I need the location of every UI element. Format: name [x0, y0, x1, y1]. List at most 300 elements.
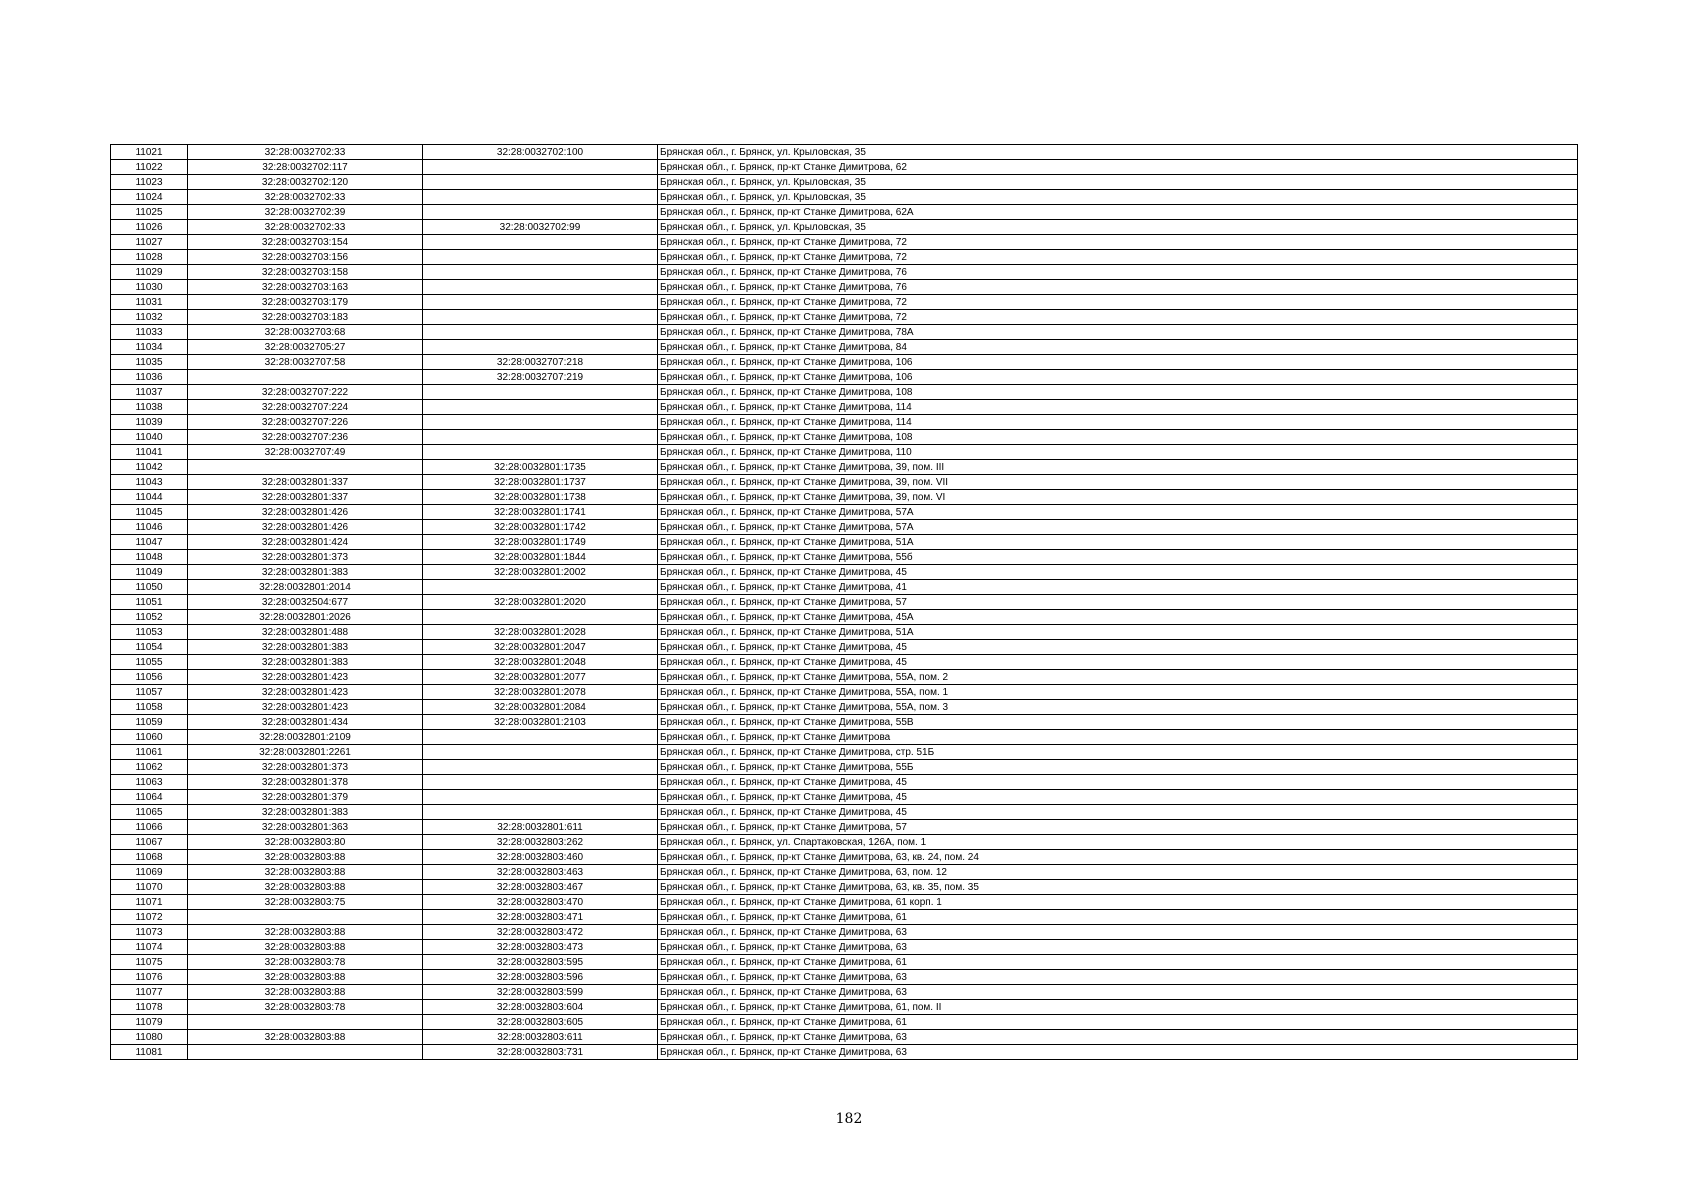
premises-cadastral-number-cell: 32:28:0032801:2020 — [423, 595, 658, 610]
table-row — [111, 520, 1578, 535]
premises-cadastral-number-cell: 32:28:0032803:472 — [423, 925, 658, 940]
address-cell: Брянская обл., г. Брянск, пр-кт Станке Димитрова, стр. 51Б — [658, 745, 1578, 760]
premises-cadastral-number-cell: 32:28:0032803:473 — [423, 940, 658, 955]
address-cell: Брянская обл., г. Брянск, пр-кт Станке Димитрова, 108 — [658, 385, 1578, 400]
row-number-cell: 11026 — [111, 220, 188, 235]
address-cell: Брянская обл., г. Брянск, пр-кт Станке Димитрова, 63, пом. 12 — [658, 865, 1578, 880]
premises-cadastral-number-cell: 32:28:0032801:1741 — [423, 505, 658, 520]
table-row — [111, 385, 1578, 400]
row-number-cell: 11072 — [111, 910, 188, 925]
premises-cadastral-number-cell: 32:28:0032801:2078 — [423, 685, 658, 700]
row-number-cell: 11079 — [111, 1015, 188, 1030]
address-cell: Брянская обл., г. Брянск, пр-кт Станке Димитрова, 57А — [658, 505, 1578, 520]
row-number-cell: 11042 — [111, 460, 188, 475]
row-number-cell: 11028 — [111, 250, 188, 265]
table-row — [111, 790, 1578, 805]
premises-cadastral-number-cell — [423, 415, 658, 430]
row-number-cell: 11049 — [111, 565, 188, 580]
table-row — [111, 640, 1578, 655]
row-number-cell: 11077 — [111, 985, 188, 1000]
row-number-cell: 11059 — [111, 715, 188, 730]
building-cadastral-number-cell: 32:28:0032801:434 — [188, 715, 423, 730]
row-number-cell: 11064 — [111, 790, 188, 805]
table-row — [111, 190, 1578, 205]
row-number-cell: 11081 — [111, 1045, 188, 1060]
building-cadastral-number-cell: 32:28:0032801:337 — [188, 475, 423, 490]
building-cadastral-number-cell: 32:28:0032801:2261 — [188, 745, 423, 760]
table-row — [111, 235, 1578, 250]
building-cadastral-number-cell: 32:28:0032801:383 — [188, 805, 423, 820]
address-cell: Брянская обл., г. Брянск, пр-кт Станке Димитрова, 63 — [658, 985, 1578, 1000]
premises-cadastral-number-cell: 32:28:0032801:1737 — [423, 475, 658, 490]
address-cell: Брянская обл., г. Брянск, пр-кт Станке Димитрова, 45А — [658, 610, 1578, 625]
table-row — [111, 1015, 1578, 1030]
premises-cadastral-number-cell: 32:28:0032801:2047 — [423, 640, 658, 655]
address-cell: Брянская обл., г. Брянск, пр-кт Станке Димитрова, 78А — [658, 325, 1578, 340]
table-row — [111, 685, 1578, 700]
row-number-cell: 11044 — [111, 490, 188, 505]
premises-cadastral-number-cell — [423, 445, 658, 460]
address-cell: Брянская обл., г. Брянск, пр-кт Станке Димитрова, 45 — [658, 790, 1578, 805]
premises-cadastral-number-cell: 32:28:0032801:2028 — [423, 625, 658, 640]
table-row — [111, 670, 1578, 685]
address-cell: Брянская обл., г. Брянск, пр-кт Станке Димитрова, 106 — [658, 355, 1578, 370]
building-cadastral-number-cell: 32:28:0032703:156 — [188, 250, 423, 265]
row-number-cell: 11068 — [111, 850, 188, 865]
premises-cadastral-number-cell: 32:28:0032803:605 — [423, 1015, 658, 1030]
premises-cadastral-number-cell — [423, 385, 658, 400]
table-row — [111, 295, 1578, 310]
premises-cadastral-number-cell: 32:28:0032801:2002 — [423, 565, 658, 580]
table-row — [111, 730, 1578, 745]
building-cadastral-number-cell: 32:28:0032703:179 — [188, 295, 423, 310]
row-number-cell: 11046 — [111, 520, 188, 535]
page-number: 182 — [835, 1111, 863, 1127]
row-number-cell: 11073 — [111, 925, 188, 940]
premises-cadastral-number-cell: 32:28:0032707:218 — [423, 355, 658, 370]
address-cell: Брянская обл., г. Брянск, пр-кт Станке Димитрова, 55В — [658, 715, 1578, 730]
address-cell: Брянская обл., г. Брянск, пр-кт Станке Димитрова, 51А — [658, 625, 1578, 640]
building-cadastral-number-cell: 32:28:0032703:68 — [188, 325, 423, 340]
building-cadastral-number-cell: 32:28:0032703:154 — [188, 235, 423, 250]
table-row — [111, 205, 1578, 220]
building-cadastral-number-cell: 32:28:0032703:163 — [188, 280, 423, 295]
building-cadastral-number-cell: 32:28:0032801:373 — [188, 760, 423, 775]
address-cell: Брянская обл., г. Брянск, пр-кт Станке Димитрова, 55А, пом. 3 — [658, 700, 1578, 715]
row-number-cell: 11034 — [111, 340, 188, 355]
table-row — [111, 310, 1578, 325]
table-row — [111, 460, 1578, 475]
address-cell: Брянская обл., г. Брянск, пр-кт Станке Димитрова, 45 — [658, 565, 1578, 580]
table-row — [111, 250, 1578, 265]
premises-cadastral-number-cell — [423, 310, 658, 325]
building-cadastral-number-cell: 32:28:0032504:677 — [188, 595, 423, 610]
table-row — [111, 580, 1578, 595]
premises-cadastral-number-cell — [423, 730, 658, 745]
building-cadastral-number-cell: 32:28:0032803:80 — [188, 835, 423, 850]
building-cadastral-number-cell: 32:28:0032803:75 — [188, 895, 423, 910]
premises-cadastral-number-cell: 32:28:0032803:596 — [423, 970, 658, 985]
table-row — [111, 805, 1578, 820]
building-cadastral-number-cell: 32:28:0032707:224 — [188, 400, 423, 415]
address-cell: Брянская обл., г. Брянск, пр-кт Станке Димитрова, 45 — [658, 640, 1578, 655]
premises-cadastral-number-cell: 32:28:0032803:604 — [423, 1000, 658, 1015]
row-number-cell: 11058 — [111, 700, 188, 715]
building-cadastral-number-cell: 32:28:0032702:33 — [188, 145, 423, 160]
premises-cadastral-number-cell — [423, 400, 658, 415]
row-number-cell: 11029 — [111, 265, 188, 280]
table-row — [111, 625, 1578, 640]
premises-cadastral-number-cell: 32:28:0032801:2103 — [423, 715, 658, 730]
address-cell: Брянская обл., г. Брянск, пр-кт Станке Димитрова, 55А, пом. 2 — [658, 670, 1578, 685]
table-row — [111, 745, 1578, 760]
building-cadastral-number-cell — [188, 1015, 423, 1030]
row-number-cell: 11076 — [111, 970, 188, 985]
premises-cadastral-number-cell: 32:28:0032801:611 — [423, 820, 658, 835]
premises-cadastral-number-cell — [423, 340, 658, 355]
row-number-cell: 11080 — [111, 1030, 188, 1045]
row-number-cell: 11035 — [111, 355, 188, 370]
building-cadastral-number-cell — [188, 460, 423, 475]
table-row — [111, 415, 1578, 430]
row-number-cell: 11067 — [111, 835, 188, 850]
row-number-cell: 11074 — [111, 940, 188, 955]
row-number-cell: 11061 — [111, 745, 188, 760]
registry-table — [110, 144, 1578, 1060]
address-cell: Брянская обл., г. Брянск, пр-кт Станке Димитрова, 39, пом. III — [658, 460, 1578, 475]
row-number-cell: 11055 — [111, 655, 188, 670]
premises-cadastral-number-cell: 32:28:0032803:611 — [423, 1030, 658, 1045]
address-cell: Брянская обл., г. Брянск, ул. Крыловская, 35 — [658, 175, 1578, 190]
table-row — [111, 1030, 1578, 1045]
address-cell: Брянская обл., г. Брянск, пр-кт Станке Димитрова, 62А — [658, 205, 1578, 220]
row-number-cell: 11041 — [111, 445, 188, 460]
table-row — [111, 985, 1578, 1000]
address-cell: Брянская обл., г. Брянск, пр-кт Станке Димитрова, 41 — [658, 580, 1578, 595]
address-cell: Брянская обл., г. Брянск, пр-кт Станке Димитрова, 72 — [658, 310, 1578, 325]
premises-cadastral-number-cell — [423, 175, 658, 190]
premises-cadastral-number-cell: 32:28:0032702:100 — [423, 145, 658, 160]
table-row — [111, 700, 1578, 715]
address-cell: Брянская обл., г. Брянск, пр-кт Станке Димитрова, 45 — [658, 805, 1578, 820]
building-cadastral-number-cell: 32:28:0032801:2014 — [188, 580, 423, 595]
building-cadastral-number-cell: 32:28:0032801:2026 — [188, 610, 423, 625]
table-row — [111, 850, 1578, 865]
table-row — [111, 445, 1578, 460]
building-cadastral-number-cell: 32:28:0032707:49 — [188, 445, 423, 460]
building-cadastral-number-cell: 32:28:0032703:183 — [188, 310, 423, 325]
registry-sheet — [110, 144, 1577, 1060]
row-number-cell: 11031 — [111, 295, 188, 310]
table-row — [111, 280, 1578, 295]
table-row — [111, 970, 1578, 985]
row-number-cell: 11025 — [111, 205, 188, 220]
building-cadastral-number-cell: 32:28:0032801:337 — [188, 490, 423, 505]
premises-cadastral-number-cell: 32:28:0032801:1738 — [423, 490, 658, 505]
premises-cadastral-number-cell: 32:28:0032803:262 — [423, 835, 658, 850]
building-cadastral-number-cell: 32:28:0032803:88 — [188, 850, 423, 865]
table-row — [111, 145, 1578, 160]
address-cell: Брянская обл., г. Брянск, пр-кт Станке Димитрова, 76 — [658, 280, 1578, 295]
address-cell: Брянская обл., г. Брянск, пр-кт Станке Димитрова, 55б — [658, 550, 1578, 565]
building-cadastral-number-cell: 32:28:0032801:424 — [188, 535, 423, 550]
premises-cadastral-number-cell — [423, 430, 658, 445]
address-cell: Брянская обл., г. Брянск, пр-кт Станке Димитрова, 51А — [658, 535, 1578, 550]
address-cell: Брянская обл., г. Брянск, ул. Крыловская, 35 — [658, 220, 1578, 235]
premises-cadastral-number-cell — [423, 235, 658, 250]
building-cadastral-number-cell: 32:28:0032803:88 — [188, 1030, 423, 1045]
building-cadastral-number-cell: 32:28:0032702:33 — [188, 220, 423, 235]
address-cell: Брянская обл., г. Брянск, ул. Крыловская, 35 — [658, 190, 1578, 205]
premises-cadastral-number-cell — [423, 190, 658, 205]
address-cell: Брянская обл., г. Брянск, пр-кт Станке Димитрова, 63 — [658, 925, 1578, 940]
building-cadastral-number-cell: 32:28:0032705:27 — [188, 340, 423, 355]
address-cell: Брянская обл., г. Брянск, пр-кт Станке Димитрова, 45 — [658, 775, 1578, 790]
address-cell: Брянская обл., г. Брянск, пр-кт Станке Димитрова, 57А — [658, 520, 1578, 535]
address-cell: Брянская обл., г. Брянск, пр-кт Станке Димитрова, 61 корп. 1 — [658, 895, 1578, 910]
building-cadastral-number-cell: 32:28:0032707:236 — [188, 430, 423, 445]
row-number-cell: 11045 — [111, 505, 188, 520]
table-row — [111, 325, 1578, 340]
building-cadastral-number-cell: 32:28:0032803:88 — [188, 865, 423, 880]
table-row — [111, 940, 1578, 955]
premises-cadastral-number-cell: 32:28:0032801:2048 — [423, 655, 658, 670]
table-row — [111, 370, 1578, 385]
building-cadastral-number-cell: 32:28:0032801:379 — [188, 790, 423, 805]
table-row — [111, 655, 1578, 670]
row-number-cell: 11065 — [111, 805, 188, 820]
address-cell: Брянская обл., г. Брянск, пр-кт Станке Димитрова, 63 — [658, 1045, 1578, 1060]
table-row — [111, 1045, 1578, 1060]
row-number-cell: 11039 — [111, 415, 188, 430]
row-number-cell: 11030 — [111, 280, 188, 295]
building-cadastral-number-cell: 32:28:0032803:88 — [188, 925, 423, 940]
table-row — [111, 265, 1578, 280]
premises-cadastral-number-cell: 32:28:0032707:219 — [423, 370, 658, 385]
table-row — [111, 865, 1578, 880]
address-cell: Брянская обл., г. Брянск, пр-кт Станке Димитрова, 61 — [658, 1015, 1578, 1030]
premises-cadastral-number-cell — [423, 160, 658, 175]
table-row — [111, 1000, 1578, 1015]
table-row — [111, 175, 1578, 190]
address-cell: Брянская обл., г. Брянск, пр-кт Станке Димитрова, 114 — [658, 400, 1578, 415]
premises-cadastral-number-cell: 32:28:0032803:467 — [423, 880, 658, 895]
building-cadastral-number-cell: 32:28:0032702:39 — [188, 205, 423, 220]
row-number-cell: 11024 — [111, 190, 188, 205]
building-cadastral-number-cell — [188, 1045, 423, 1060]
building-cadastral-number-cell: 32:28:0032801:383 — [188, 640, 423, 655]
row-number-cell: 11053 — [111, 625, 188, 640]
address-cell: Брянская обл., г. Брянск, пр-кт Станке Димитрова, 57 — [658, 595, 1578, 610]
building-cadastral-number-cell: 32:28:0032703:158 — [188, 265, 423, 280]
registry-table-body — [111, 145, 1578, 1060]
address-cell: Брянская обл., г. Брянск, пр-кт Станке Димитрова, 57 — [658, 820, 1578, 835]
building-cadastral-number-cell — [188, 370, 423, 385]
premises-cadastral-number-cell — [423, 775, 658, 790]
premises-cadastral-number-cell — [423, 265, 658, 280]
address-cell: Брянская обл., г. Брянск, пр-кт Станке Димитрова, 84 — [658, 340, 1578, 355]
row-number-cell: 11040 — [111, 430, 188, 445]
address-cell: Брянская обл., г. Брянск, пр-кт Станке Димитрова, 106 — [658, 370, 1578, 385]
premises-cadastral-number-cell: 32:28:0032803:471 — [423, 910, 658, 925]
premises-cadastral-number-cell: 32:28:0032702:99 — [423, 220, 658, 235]
table-row — [111, 505, 1578, 520]
premises-cadastral-number-cell — [423, 325, 658, 340]
premises-cadastral-number-cell: 32:28:0032801:2084 — [423, 700, 658, 715]
premises-cadastral-number-cell — [423, 205, 658, 220]
table-row — [111, 565, 1578, 580]
address-cell: Брянская обл., г. Брянск, пр-кт Станке Димитрова, 61 — [658, 955, 1578, 970]
row-number-cell: 11062 — [111, 760, 188, 775]
row-number-cell: 11052 — [111, 610, 188, 625]
table-row — [111, 475, 1578, 490]
row-number-cell: 11063 — [111, 775, 188, 790]
building-cadastral-number-cell: 32:28:0032801:373 — [188, 550, 423, 565]
address-cell: Брянская обл., г. Брянск, пр-кт Станке Димитрова, 45 — [658, 655, 1578, 670]
address-cell: Брянская обл., г. Брянск, пр-кт Станке Димитрова, 72 — [658, 295, 1578, 310]
premises-cadastral-number-cell — [423, 280, 658, 295]
building-cadastral-number-cell: 32:28:0032803:88 — [188, 880, 423, 895]
building-cadastral-number-cell: 32:28:0032801:426 — [188, 505, 423, 520]
premises-cadastral-number-cell: 32:28:0032801:1749 — [423, 535, 658, 550]
row-number-cell: 11022 — [111, 160, 188, 175]
building-cadastral-number-cell: 32:28:0032801:488 — [188, 625, 423, 640]
building-cadastral-number-cell: 32:28:0032801:423 — [188, 700, 423, 715]
row-number-cell: 11071 — [111, 895, 188, 910]
table-row — [111, 550, 1578, 565]
table-row — [111, 220, 1578, 235]
table-row — [111, 820, 1578, 835]
building-cadastral-number-cell: 32:28:0032801:423 — [188, 670, 423, 685]
building-cadastral-number-cell: 32:28:0032702:33 — [188, 190, 423, 205]
table-row — [111, 880, 1578, 895]
building-cadastral-number-cell: 32:28:0032803:88 — [188, 985, 423, 1000]
address-cell: Брянская обл., г. Брянск, пр-кт Станке Димитрова, 114 — [658, 415, 1578, 430]
table-row — [111, 160, 1578, 175]
building-cadastral-number-cell — [188, 910, 423, 925]
table-row — [111, 595, 1578, 610]
premises-cadastral-number-cell — [423, 805, 658, 820]
row-number-cell: 11070 — [111, 880, 188, 895]
building-cadastral-number-cell: 32:28:0032803:78 — [188, 1000, 423, 1015]
premises-cadastral-number-cell — [423, 760, 658, 775]
building-cadastral-number-cell: 32:28:0032801:426 — [188, 520, 423, 535]
address-cell: Брянская обл., г. Брянск, пр-кт Станке Димитрова, 110 — [658, 445, 1578, 460]
row-number-cell: 11043 — [111, 475, 188, 490]
premises-cadastral-number-cell — [423, 745, 658, 760]
address-cell: Брянская обл., г. Брянск, пр-кт Станке Димитрова, 108 — [658, 430, 1578, 445]
table-row — [111, 955, 1578, 970]
address-cell: Брянская обл., г. Брянск, пр-кт Станке Димитрова, 72 — [658, 250, 1578, 265]
premises-cadastral-number-cell: 32:28:0032801:1844 — [423, 550, 658, 565]
building-cadastral-number-cell: 32:28:0032801:383 — [188, 655, 423, 670]
table-row — [111, 430, 1578, 445]
building-cadastral-number-cell: 32:28:0032707:58 — [188, 355, 423, 370]
row-number-cell: 11066 — [111, 820, 188, 835]
table-row — [111, 715, 1578, 730]
building-cadastral-number-cell: 32:28:0032702:117 — [188, 160, 423, 175]
building-cadastral-number-cell: 32:28:0032702:120 — [188, 175, 423, 190]
premises-cadastral-number-cell: 32:28:0032803:460 — [423, 850, 658, 865]
address-cell: Брянская обл., г. Брянск, пр-кт Станке Димитрова, 55А, пом. 1 — [658, 685, 1578, 700]
row-number-cell: 11047 — [111, 535, 188, 550]
address-cell: Брянская обл., г. Брянск, пр-кт Станке Димитрова, 63, кв. 24, пом. 24 — [658, 850, 1578, 865]
address-cell: Брянская обл., г. Брянск, пр-кт Станке Димитрова, 63 — [658, 970, 1578, 985]
premises-cadastral-number-cell: 32:28:0032803:599 — [423, 985, 658, 1000]
address-cell: Брянская обл., г. Брянск, пр-кт Станке Димитрова, 63 — [658, 1030, 1578, 1045]
row-number-cell: 11050 — [111, 580, 188, 595]
building-cadastral-number-cell: 32:28:0032803:88 — [188, 970, 423, 985]
row-number-cell: 11069 — [111, 865, 188, 880]
table-row — [111, 340, 1578, 355]
building-cadastral-number-cell: 32:28:0032707:222 — [188, 385, 423, 400]
table-row — [111, 925, 1578, 940]
address-cell: Брянская обл., г. Брянск, пр-кт Станке Димитрова — [658, 730, 1578, 745]
row-number-cell: 11033 — [111, 325, 188, 340]
premises-cadastral-number-cell: 32:28:0032803:731 — [423, 1045, 658, 1060]
premises-cadastral-number-cell: 32:28:0032801:1735 — [423, 460, 658, 475]
address-cell: Брянская обл., г. Брянск, пр-кт Станке Димитрова, 63, кв. 35, пом. 35 — [658, 880, 1578, 895]
table-row — [111, 775, 1578, 790]
building-cadastral-number-cell: 32:28:0032707:226 — [188, 415, 423, 430]
row-number-cell: 11038 — [111, 400, 188, 415]
premises-cadastral-number-cell — [423, 295, 658, 310]
row-number-cell: 11051 — [111, 595, 188, 610]
table-row — [111, 610, 1578, 625]
table-row — [111, 760, 1578, 775]
building-cadastral-number-cell: 32:28:0032801:383 — [188, 565, 423, 580]
table-row — [111, 895, 1578, 910]
row-number-cell: 11075 — [111, 955, 188, 970]
table-row — [111, 835, 1578, 850]
building-cadastral-number-cell: 32:28:0032801:423 — [188, 685, 423, 700]
premises-cadastral-number-cell: 32:28:0032801:1742 — [423, 520, 658, 535]
row-number-cell: 11036 — [111, 370, 188, 385]
premises-cadastral-number-cell: 32:28:0032801:2077 — [423, 670, 658, 685]
row-number-cell: 11054 — [111, 640, 188, 655]
row-number-cell: 11056 — [111, 670, 188, 685]
row-number-cell: 11078 — [111, 1000, 188, 1015]
address-cell: Брянская обл., г. Брянск, пр-кт Станке Димитрова, 62 — [658, 160, 1578, 175]
row-number-cell: 11060 — [111, 730, 188, 745]
premises-cadastral-number-cell — [423, 790, 658, 805]
building-cadastral-number-cell: 32:28:0032803:78 — [188, 955, 423, 970]
address-cell: Брянская обл., г. Брянск, ул. Спартаковская, 126А, пом. 1 — [658, 835, 1578, 850]
address-cell: Брянская обл., г. Брянск, пр-кт Станке Димитрова, 39, пом. VI — [658, 490, 1578, 505]
table-row — [111, 490, 1578, 505]
building-cadastral-number-cell: 32:28:0032801:378 — [188, 775, 423, 790]
row-number-cell: 11023 — [111, 175, 188, 190]
premises-cadastral-number-cell: 32:28:0032803:470 — [423, 895, 658, 910]
address-cell: Брянская обл., г. Брянск, пр-кт Станке Димитрова, 39, пом. VII — [658, 475, 1578, 490]
building-cadastral-number-cell: 32:28:0032801:363 — [188, 820, 423, 835]
premises-cadastral-number-cell — [423, 580, 658, 595]
row-number-cell: 11037 — [111, 385, 188, 400]
table-row — [111, 910, 1578, 925]
address-cell: Брянская обл., г. Брянск, пр-кт Станке Димитрова, 63 — [658, 940, 1578, 955]
premises-cadastral-number-cell: 32:28:0032803:463 — [423, 865, 658, 880]
row-number-cell: 11048 — [111, 550, 188, 565]
premises-cadastral-number-cell — [423, 250, 658, 265]
address-cell: Брянская обл., г. Брянск, пр-кт Станке Димитрова, 76 — [658, 265, 1578, 280]
row-number-cell: 11032 — [111, 310, 188, 325]
building-cadastral-number-cell: 32:28:0032803:88 — [188, 940, 423, 955]
address-cell: Брянская обл., г. Брянск, ул. Крыловская, 35 — [658, 145, 1578, 160]
table-row — [111, 535, 1578, 550]
row-number-cell: 11057 — [111, 685, 188, 700]
row-number-cell: 11021 — [111, 145, 188, 160]
table-row — [111, 355, 1578, 370]
